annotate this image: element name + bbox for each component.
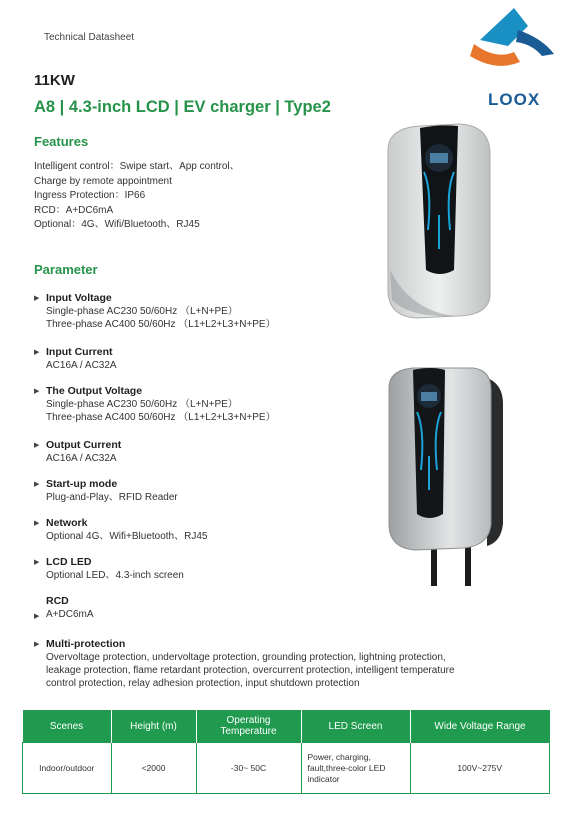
spec-table-header-row xyxy=(23,710,550,743)
table-row xyxy=(23,743,550,794)
param-item-output-current: ▶ Output Current AC16A / AC32A xyxy=(34,439,122,464)
col-header-height: Height (m) xyxy=(111,710,196,743)
bullet-icon: ▶ xyxy=(34,613,40,620)
feature-line: Optional：4G、Wifi/Bluetooth、RJ45 xyxy=(34,219,200,230)
doc-label: Technical Datasheet xyxy=(44,32,135,43)
bullet-icon: ▶ xyxy=(34,559,40,566)
feature-line: Charge by remote appointment xyxy=(34,175,172,187)
bullet-icon: ▶ xyxy=(34,442,40,449)
col-header-scenes: Scenes xyxy=(23,710,112,743)
feature-line: Intelligent control：Swipe start、App control、 xyxy=(34,161,240,172)
col-header-voltage-range: Wide Voltage Range xyxy=(410,710,550,743)
feature-line: RCD：A+DC6mA xyxy=(34,204,114,216)
bullet-icon: ▶ xyxy=(34,520,40,527)
cell-led-screen: Power, charging, fault,three-color LED indicator xyxy=(301,743,410,794)
features-heading: Features xyxy=(34,134,89,149)
param-item-input-voltage: ▶ Input Voltage Single-phase AC230 50/60Hz （L+N+PE） Three-phase AC400 50/60Hz （L1+L2+L3+N+PE） xyxy=(34,292,276,330)
charger-front-image xyxy=(380,120,494,320)
logo-text: LOOX xyxy=(488,90,541,109)
param-item-output-voltage: ▶ The Output Voltage Single-phase AC230 50/60Hz （L+N+PE） Three-phase AC400 50/60Hz （L1+L2+L3+N+PE） xyxy=(34,385,276,423)
product-title: A8 | 4.3-inch LCD | EV charger | Type2 xyxy=(34,98,331,116)
param-item-rcd: RCD ▶ A+DC6mA xyxy=(34,595,94,621)
param-item-network: ▶ Network Optional 4G、Wifi+Bluetooth、RJ45 xyxy=(34,517,208,542)
param-item-multi-protection: ▶ Multi-protection Overvoltage protection, undervoltage protection, grounding protection, lightning protection, leakage protection, flame retardant protection, overcurrent protection, intelligent temperature control protection, relay adhesion protection, input shutdown protection xyxy=(34,638,455,689)
param-item-input-current: ▶ Input Current AC16A / AC32A xyxy=(34,346,117,371)
features-list xyxy=(34,160,240,233)
charger-angled-image xyxy=(383,364,505,586)
parameter-heading: Parameter xyxy=(34,262,98,277)
feature-line: Ingress Protection：IP66 xyxy=(34,190,146,201)
spec-table xyxy=(22,710,550,794)
cell-scenes: Indoor/outdoor xyxy=(23,743,112,794)
bullet-icon: ▶ xyxy=(34,388,40,395)
cell-temperature: -30~ 50C xyxy=(196,743,301,794)
bullet-icon: ▶ xyxy=(34,641,40,648)
col-header-temperature: Operating Temperature xyxy=(196,710,301,743)
model-power: 11KW xyxy=(34,72,75,89)
cell-voltage-range: 100V~275V xyxy=(410,743,550,794)
bullet-icon: ▶ xyxy=(34,349,40,356)
col-header-led-screen: LED Screen xyxy=(301,710,410,743)
cell-height: <2000 xyxy=(111,743,196,794)
bullet-icon: ▶ xyxy=(34,481,40,488)
param-item-startup-mode: ▶ Start-up mode Plug-and-Play、RFID Reader xyxy=(34,478,178,503)
param-item-lcd-led: ▶ LCD LED Optional LED、4.3-inch screen xyxy=(34,556,184,581)
bullet-icon: ▶ xyxy=(34,295,40,302)
